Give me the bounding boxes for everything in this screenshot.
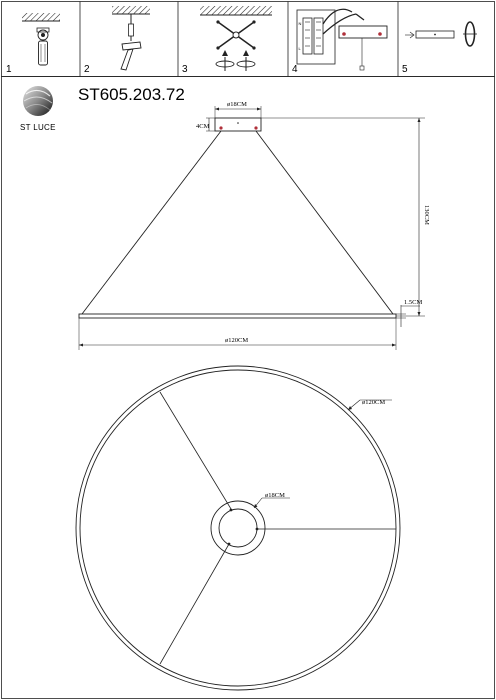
step-number-1: 1: [6, 64, 12, 75]
wire-label-l: L: [298, 46, 301, 51]
step-5-illustration: [405, 22, 477, 46]
ring-side: [79, 314, 396, 318]
step-1-illustration: [22, 13, 60, 65]
cable-top-3: [160, 544, 229, 664]
wire-label-n: N: [298, 21, 302, 26]
step-number-5: 5: [402, 64, 408, 75]
step-2-illustration: [112, 6, 150, 70]
top-ring-diameter-label: ø120CM: [362, 399, 386, 406]
brand-logo: [23, 86, 53, 116]
top-canopy-diameter-label: ø18CM: [265, 492, 285, 499]
canopy-inner: [219, 509, 257, 547]
canopy-diameter-label: ø18CM: [227, 101, 247, 108]
step-4-illustration: [297, 9, 387, 70]
main-frame: [2, 77, 495, 699]
step-3-illustration: [200, 6, 272, 71]
top-view-drawing: [76, 366, 400, 690]
step-number-4: 4: [292, 64, 298, 75]
canopy-height-label: 4CM: [196, 123, 210, 130]
ring-inner: [80, 370, 396, 686]
ring-thickness-label: 1.5CM: [404, 299, 423, 306]
suspension-cable-right: [256, 131, 393, 314]
step-number-2: 2: [84, 64, 90, 75]
brand-name: ST LUCE: [20, 123, 56, 132]
ring-outer: [76, 366, 400, 690]
suspension-height-label: 130CM: [423, 205, 430, 225]
model-number: ST605.203.72: [78, 85, 185, 104]
side-view-drawing: [79, 106, 425, 350]
suspension-cable-left: [82, 131, 221, 314]
cable-top-1: [160, 392, 231, 509]
ring-diameter-label: ø120CM: [225, 337, 249, 344]
step-number-3: 3: [182, 64, 188, 75]
